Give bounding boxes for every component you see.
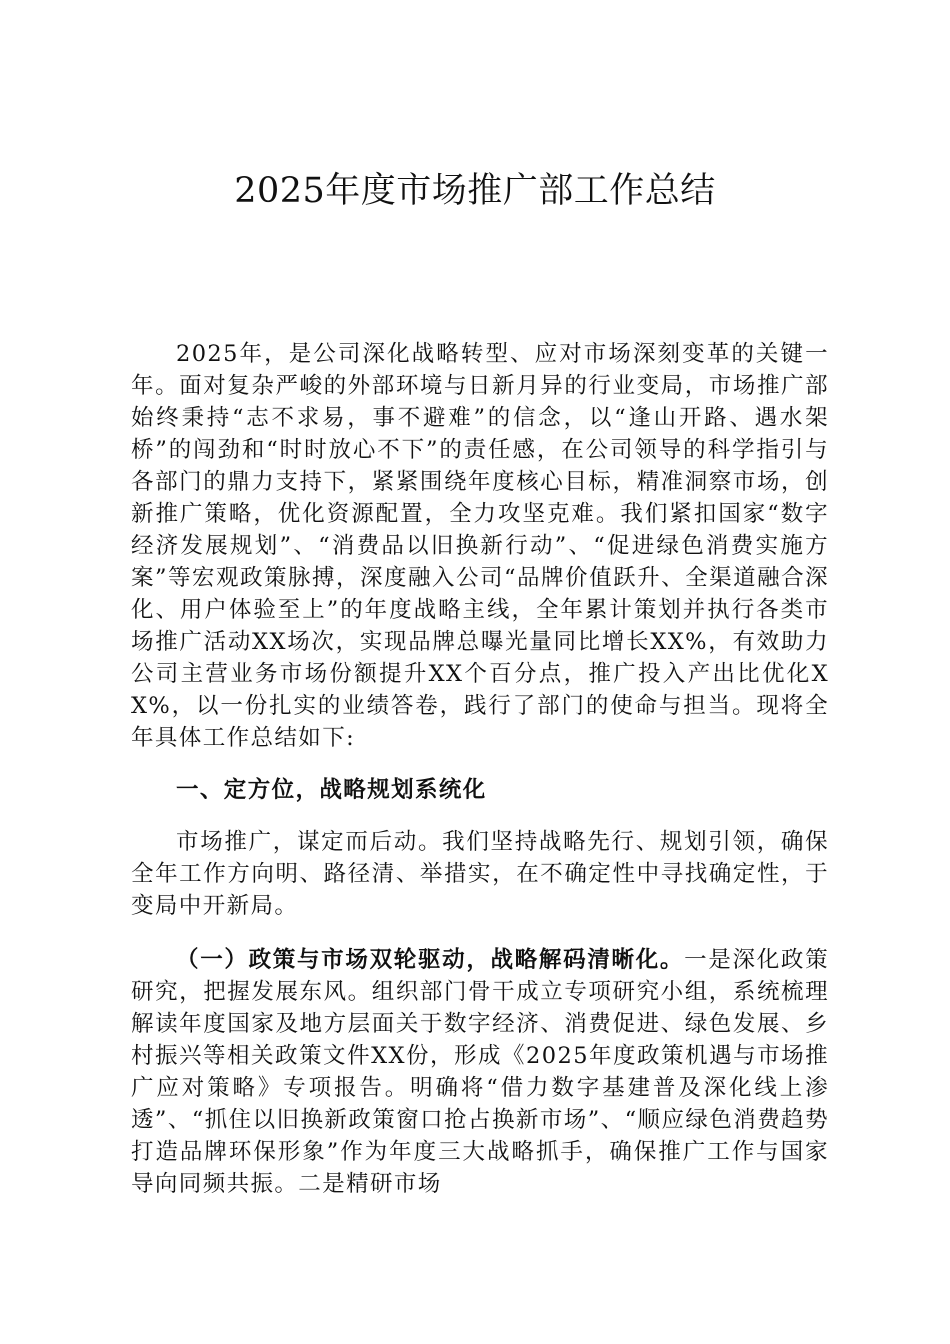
subsection-1-paragraph bbox=[131, 944, 829, 1200]
section-heading-1: 一、定方位，战略规划系统化 bbox=[176, 777, 487, 803]
subsection-1-text: 一是深化政策研究，把握发展东风。组织部门骨干成立专项研究小组，系统梳理解读年度国家及地方层面关于数字经济、消费促进、绿色发展、乡村振兴等相关政策文件XX份，形成《2025年度政策机遇与市场推广应对策略》专项报告。明确将“借力数字基建普及深化线上渗透”、“抓住以旧换新政策窗口抢占换新市场”、“顺应绿色消费趋势打造品牌环保形象”作为年度三大战略抓手，确保推广工作与国家导向同频共振。二是精研市场 bbox=[131, 947, 830, 1197]
intro-paragraph: 2025年，是公司深化战略转型、应对市场深刻变革的关键一年。面对复杂严峻的外部环境与日新月异的行业变局，市场推广部始终秉持“志不求易，事不避难”的信念，以“逢山开路、遇水架桥”的闯劲和“时时放心不下”的责任感，在公司领导的科学指引与各部门的鼎力支持下，紧紧围绕年度核心目标，精准洞察市场，创新推广策略，优化资源配置，全力攻坚克难。我们紧扣国家“数字经济发展规划”、“消费品以旧换新行动”、“促进绿色消费实施方案”等宏观政策脉搏，深度融入公司“品牌价值跃升、全渠道融合深化、用户体验至上”的年度战略主线，全年累计策划并执行各类市场推广活动XX场次，实现品牌总曝光量同比增长XX%，有效助力公司主营业务市场份额提升XX个百分点，推广投入产出比优化XX%，以一份扎实的业绩答卷，践行了部门的使命与担当。现将全年具体工作总结如下: bbox=[131, 341, 829, 751]
document-title: 2025年度市场推广部工作总结 bbox=[234, 171, 716, 211]
section-1-paragraph: 市场推广，谋定而后动。我们坚持战略先行、规划引领，确保全年工作方向明、路径清、举措实，在不确定性中寻找确定性，于变局中开新局。 bbox=[131, 829, 829, 919]
subsection-1-lead: （一）政策与市场双轮驱动，战略解码清晰化。 bbox=[176, 947, 685, 973]
document-body bbox=[131, 338, 829, 1200]
